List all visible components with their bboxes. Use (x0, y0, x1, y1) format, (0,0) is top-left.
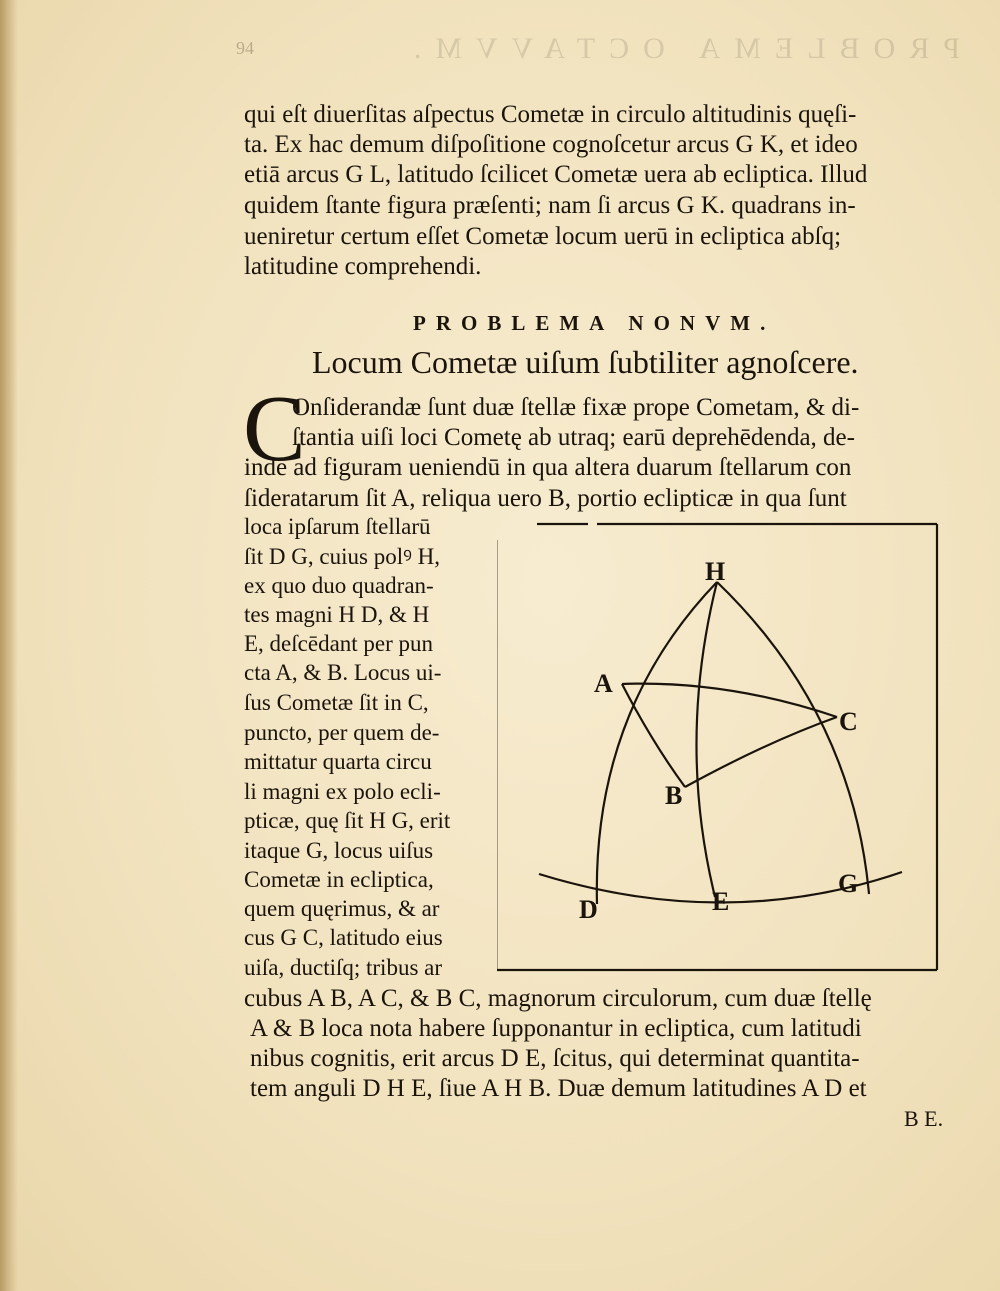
body-line: cubus A B, A C, & B C, magnorum circulorum, cum duæ ſtellę (244, 985, 872, 1012)
intro-line: latitudine comprehendi. (244, 253, 482, 280)
bleed-through-text: PROBLEMA OCTAVVM. (399, 32, 960, 65)
arc-BC (685, 717, 837, 787)
side-line: itaque G, locus uiſus (244, 838, 434, 863)
drop-capital: C (243, 377, 306, 481)
label-G: G (838, 869, 859, 898)
side-line: mittatur quarta circu (244, 749, 432, 774)
intro-line: ueniretur certum eſſet Cometæ locum uerū in ecliptica abſq; (244, 223, 842, 250)
problem-heading: PROBLEMA NONVM. (413, 311, 776, 335)
body-line: ſtantia uiſi loci Cometę ab utraq; earū deprehēdenda, de- (292, 424, 855, 451)
body-line: tem anguli D H E, ſiue A H B. Duæ demum latitudines A D et (250, 1075, 867, 1102)
side-line: pticæ, quę ſit H G, erit (244, 808, 451, 833)
intro-line: ta. Ex hac demum diſpoſitione cognoſcetur arcus G K, et ideo (244, 131, 858, 158)
side-line: ſit D G, cuius polꝰ H, (244, 544, 440, 569)
arc-AC (622, 684, 837, 717)
side-line: uiſa, ductiſq; tribus ar (244, 955, 443, 980)
page-number: 94 (236, 38, 254, 58)
body-line: Onſiderandæ ſunt duæ ſtellæ fixæ prope Cometam, & di- (292, 394, 860, 421)
side-line: E, deſcēdant per pun (244, 631, 434, 656)
side-line: ex quo duo quadran- (244, 573, 434, 598)
body-line: inde ad figuram ueniendū in qua altera duarum ſtellarum con (244, 454, 852, 481)
side-line: puncto, per quem de- (244, 720, 440, 745)
label-E: E (712, 887, 730, 916)
intro-line: etiā arcus G L, latitudo ſcilicet Cometæ uera ab ecliptica. Illud (244, 161, 868, 188)
side-line: cta A, & B. Locus ui- (244, 660, 442, 685)
problem-subtitle: Locum Cometæ uiſum ſubtiliter agnoſcere. (312, 344, 859, 380)
arc-AB (622, 684, 685, 787)
side-line: ſus Cometæ ſit in C, (244, 690, 429, 715)
side-line: Cometæ in ecliptica, (244, 867, 434, 892)
intro-line: quidem ſtante figura præſenti; nam ſi arcus G K. quadrans in- (244, 192, 856, 219)
binding-gutter (0, 0, 18, 1291)
side-line: loca ipſarum ſtellarū (244, 514, 431, 539)
body-line: ſideratarum ſit A, reliqua uero B, portio eclipticæ in qua ſunt (244, 485, 847, 512)
side-line: quem quęrimus, & ar (244, 896, 440, 921)
label-A: A (594, 669, 613, 698)
label-H: H (705, 557, 726, 586)
arc-HG (717, 582, 869, 894)
catchword: B E. (904, 1106, 944, 1131)
body-line: nibus cognitis, erit arcus D E, ſcitus, qui determinat quantita- (250, 1045, 860, 1072)
arc-HE (696, 582, 717, 897)
side-line: cus G C, latitudo eius (244, 925, 443, 950)
side-line: li magni ex polo ecli- (244, 779, 441, 804)
label-C: C (839, 707, 858, 736)
spherical-triangle-figure (497, 512, 942, 978)
body-line: A & B loca nota habere ſupponantur in ecliptica, cum latitudi (250, 1015, 862, 1042)
arc-HD (597, 582, 717, 904)
label-B: B (665, 781, 683, 810)
side-line: tes magni H D, & H (244, 602, 430, 627)
label-D: D (579, 895, 598, 924)
intro-line: qui eſt diuerſitas aſpectus Cometæ in circulo altitudinis quęſi- (244, 101, 857, 128)
